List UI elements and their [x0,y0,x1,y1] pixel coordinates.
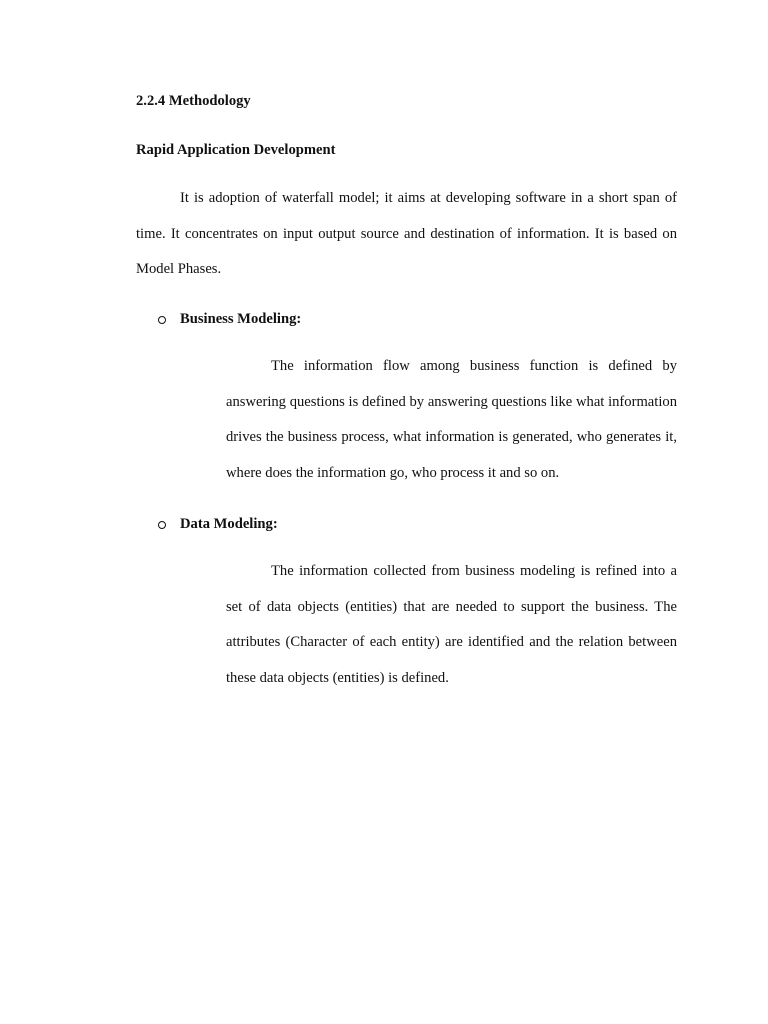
business-modeling-paragraph: The information flow among business function is defined by answering questions is defined by answering questions like what information drives the business process, what information is generated, who generates it, where does the information go, who process it and so on. [226,358,677,482]
bullet-label: Business Modeling: [180,310,302,327]
hollow-circle-bullet-icon [158,316,166,324]
hollow-circle-bullet-icon [158,521,166,529]
bullet-label: Data Modeling: [180,515,278,532]
intro-paragraph: It is adoption of waterfall model; it aims at developing software in a short span of time. It concentrates on input output source and destination of information. It is based on Model Phases. [136,190,677,278]
data-modeling-paragraph: The information collected from business modeling is refined into a set of data objects (entities) that are needed to support the business. The attributes (Character of each entity) are identified and the relation between these data objects (entities) is defined. [226,563,677,687]
bullet-business-modeling [158,309,301,329]
section-heading: 2.2.4 Methodology [136,93,251,109]
sub-heading: Rapid Application Development [136,142,336,158]
bullet-data-modeling [158,514,278,534]
